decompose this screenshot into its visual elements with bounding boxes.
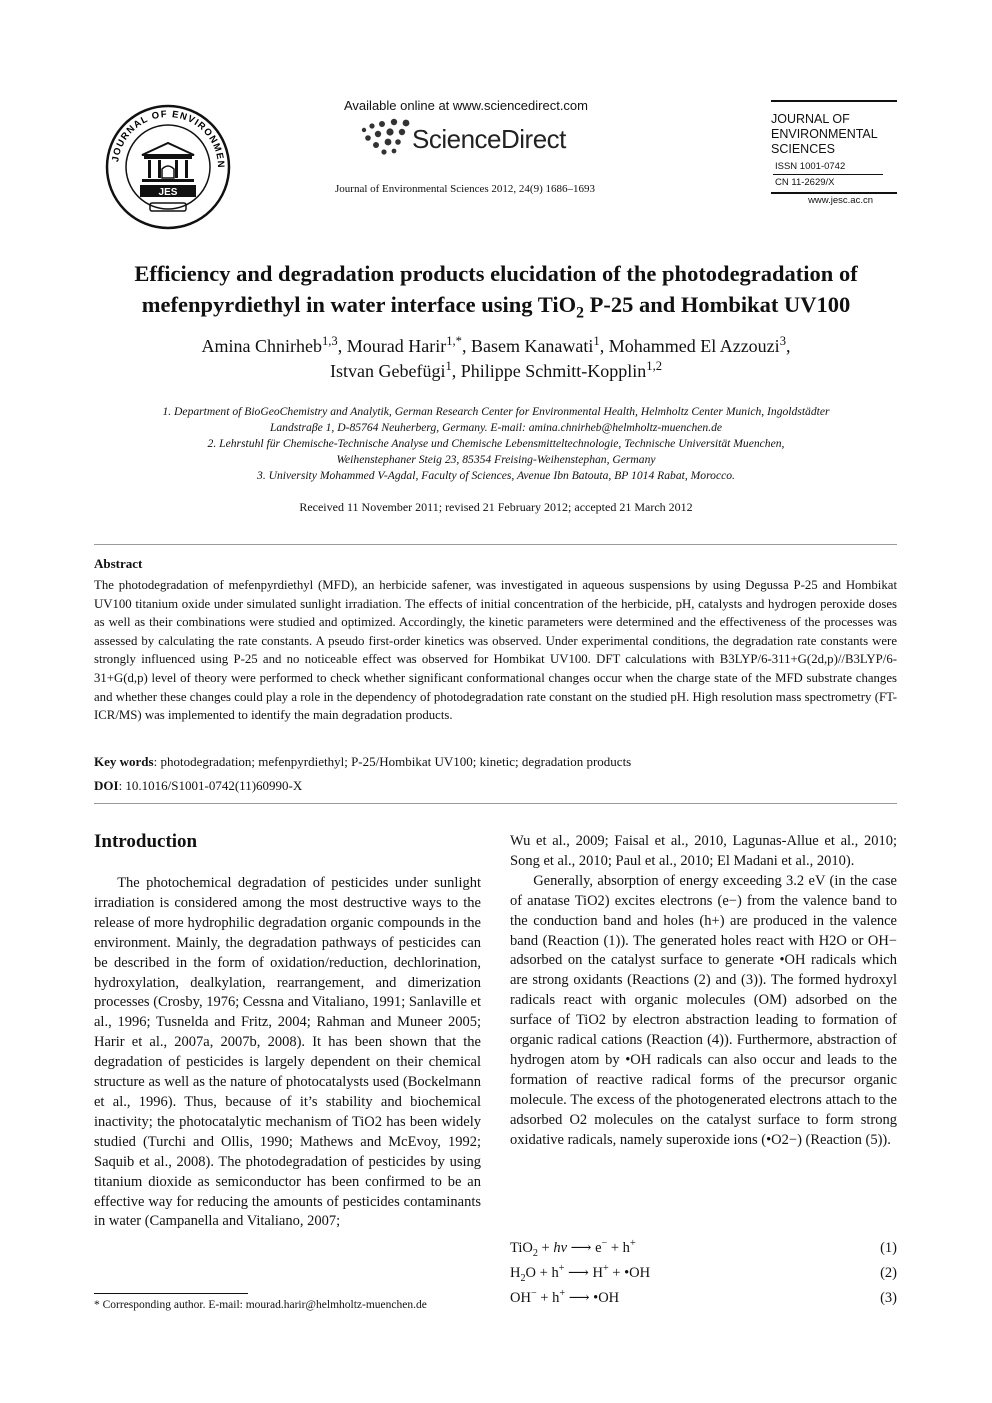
journal-url: www.jesc.ac.cn	[808, 195, 873, 206]
issn: ISSN 1001-0742	[775, 161, 846, 172]
introduction-heading: Introduction	[94, 831, 198, 852]
intro-paragraph-continued: Wu et al., 2009; Faisal et al., 2010, Lagunas-Allue et al., 2010; Song et al., 2010; Paul et al., 2010; El Madani et al., 2010).	[510, 833, 897, 869]
title-line-2: mefenpyrdiethyl in water interface using TiO$_2$ P-25 and Hombikat UV100	[141, 292, 851, 322]
sciencedirect-wordmark: ScienceDirect	[412, 124, 566, 154]
article-title	[90, 258, 902, 320]
doi: DOI: 10.1016/S1001-0742(11)60990-X	[94, 778, 303, 793]
cn-number: CN 11-2629/X	[775, 177, 835, 188]
svg-text:JOURNAL OF ENVIRONMENTAL SCIEN: JOURNAL OF ENVIRONMEN	[110, 108, 227, 169]
sciencedirect-dots-icon	[356, 118, 416, 158]
intro-paragraph-2: Generally, absorption of energy exceeding 3.2 eV (in the case of anatase TiO2) excites electrons (e−) from the valence band to the conduction band and holes (h+) are produced in the valence band (Reaction (1)). The generated holes react with H2O or OH− adsorbed on the catalyst surface to generate •OH radicals which are strong oxidants (Reactions (2) and (3)). The formed hydroxyl radicals react with organic molecules (OM) adsorbed on the surface of TiO2 by electron abstraction leading to formation of organic radical cations (Reaction (4)). Furthermore, abstraction of hydrogen atom by •OH radicals can also occur and leads to the formation of reactive radical forms of the precursor organic molecule. The excess of the photogenerated electrons attach to the adsorbed O2 molecules on the catalyst surface to form strong oxidative radicals, namely superoxide ions (•O2−) (Reaction (5)).	[510, 872, 897, 1148]
authors-line-1: Amina Chnirheb$^{1,3}$, Mourad Harir$^{1,*}$, Basem Kanawati$^1$, Mohammed El Azzouzi$^3$,	[201, 334, 791, 356]
logo-abbrev: JES	[158, 187, 178, 198]
affiliation-line: 2. Lehrstuhl für Chemische-Technische Analyse und Chemische Lebensmitteltechnologie, Technische Universität Muenchen,	[207, 437, 785, 450]
title-line-1: Efficiency and degradation products elucidation of the photodegradation of	[134, 261, 858, 286]
journal-seal-logo	[104, 103, 232, 231]
corresponding-author-footnote: * Corresponding author. E-mail: mourad.harir@helmholtz-muenchen.de	[94, 1299, 427, 1311]
abstract-heading: Abstract	[94, 556, 143, 571]
equation-2: $H_2O + h^+$ ⟶ H+ + •OH (2)	[510, 1263, 897, 1284]
column-left	[94, 874, 481, 1232]
equation-3: OH− + h+ ⟶ •OH (3)	[510, 1288, 897, 1306]
affiliation-line: Landstraβe 1, D-85764 Neuherberg, Germany. E-mail: amina.chnirheb@helmholtz-muenchen.de	[269, 421, 723, 434]
affiliation-line: 1. Department of BioGeoChemistry and Analytik, German Research Center for Environmental Health, Helmholtz Center Munich, Ingoldstädter	[162, 405, 830, 418]
available-online: Available online at www.sciencedirect.com	[344, 98, 588, 113]
authors	[90, 334, 902, 384]
journal-name-line1: JOURNAL OF	[771, 112, 850, 126]
journal-info-box	[771, 100, 897, 206]
keywords: Key words: photodegradation; mefenpyrdiethyl; P-25/Hombikat UV100; kinetic; degradation products	[94, 754, 632, 769]
divider-bottom	[94, 803, 897, 804]
intro-paragraph-1: The photochemical degradation of pesticides under sunlight irradiation is considered among the most destructive ways to the release of more hydrophilic degradation organic compounds in the environment. Mainly, the degradation pathways of pesticides can be described in the form of oxidation/reduction, dechlorination, hydroxylation, dealkylation, rearrangement, and dimerization processes (Crosby, 1976; Cessna and Vitaliano, 1991; Sanlaville et al., 1996; Tusnelda and Fritz, 2004; Rahman and Muneer 2005; Harir et al., 2007a, 2007b, 2008). It has been shown that the degradation of pesticides is largely dependent on their chemical structure as well as the nature of photocatalysts used (Bockelmann et al., 1996). Thus, because of it’s stability and biochemical inactivity; the photocatalytic mechanism of TiO2 has been widely studied (Turchi and Ollis, 1990; Mathews and McEvoy, 1992; Saquib et al., 2008). The photodegradation of pesticides by using titanium dioxide as semiconductor has been confirmed to be an effective way for reducing the amounts of pesticides contaminants in water (Campanella and Vitaliano, 2007;	[94, 875, 481, 1230]
authors-line-2: Istvan Gebefügi$^1$, Philippe Schmitt-Kopplin$^{1,2}$	[329, 359, 663, 381]
column-right	[510, 832, 897, 1151]
affiliation-line: Weihenstephaner Steig 23, 85354 Freising-Weihenstephan, Germany	[336, 453, 656, 466]
received-dates: Received 11 November 2011; revised 21 February 2012; accepted 21 March 2012	[299, 500, 693, 514]
affiliation-line: 3. University Mohammed V-Agdal, Faculty of Sciences, Avenue Ibn Batouta, BP 1014 Rabat, Morocco.	[257, 469, 735, 482]
sciencedirect-logo	[356, 118, 586, 158]
equation-1: TiO$_2$ + hν ⟶ e− + h+ (1)	[510, 1238, 897, 1259]
journal-name-line3: SCIENCES	[771, 142, 835, 156]
abstract-text: The photodegradation of mefenpyrdiethyl (MFD), an herbicide safener, was investigated in aqueous suspensions by using Degussa P-25 and Hombikat UV100 titanium oxide under simulated sunlight irradiation. The effects of initial concentration of the herbicide, pH, catalysts and hydrogen peroxide doses as well as their combinations were studied and optimized. Accordingly, the kinetic parameters were determined and the effectiveness of the processes was assessed by calculating the rate constants. A pseudo first-order kinetics was observed. Under experimental conditions, the degradation rate constants were strongly influenced using P-25 and no noticeable effect was observed for Hombikat UV100. DFT calculations with B3LYP/6-311+G(2d,p)//B3LYP/6-31+G(d,p) level of theory were performed to check whether significant conformational changes occur when the charge state of the MFD substrate changes and whether these changes could play a role in the dependency of photodegradation rate constant on the studied pH. High resolution mass spectrometry (FT-ICR/MS) was implemented to identify the main degradation products.	[94, 578, 897, 723]
journal-name-line2: ENVIRONMENTAL	[771, 127, 878, 141]
journal-citation: Journal of Environmental Sciences 2012, 24(9) 1686–1693	[335, 183, 595, 195]
affiliations	[95, 404, 897, 484]
divider-top	[94, 544, 897, 545]
footnote-rule	[94, 1293, 248, 1294]
